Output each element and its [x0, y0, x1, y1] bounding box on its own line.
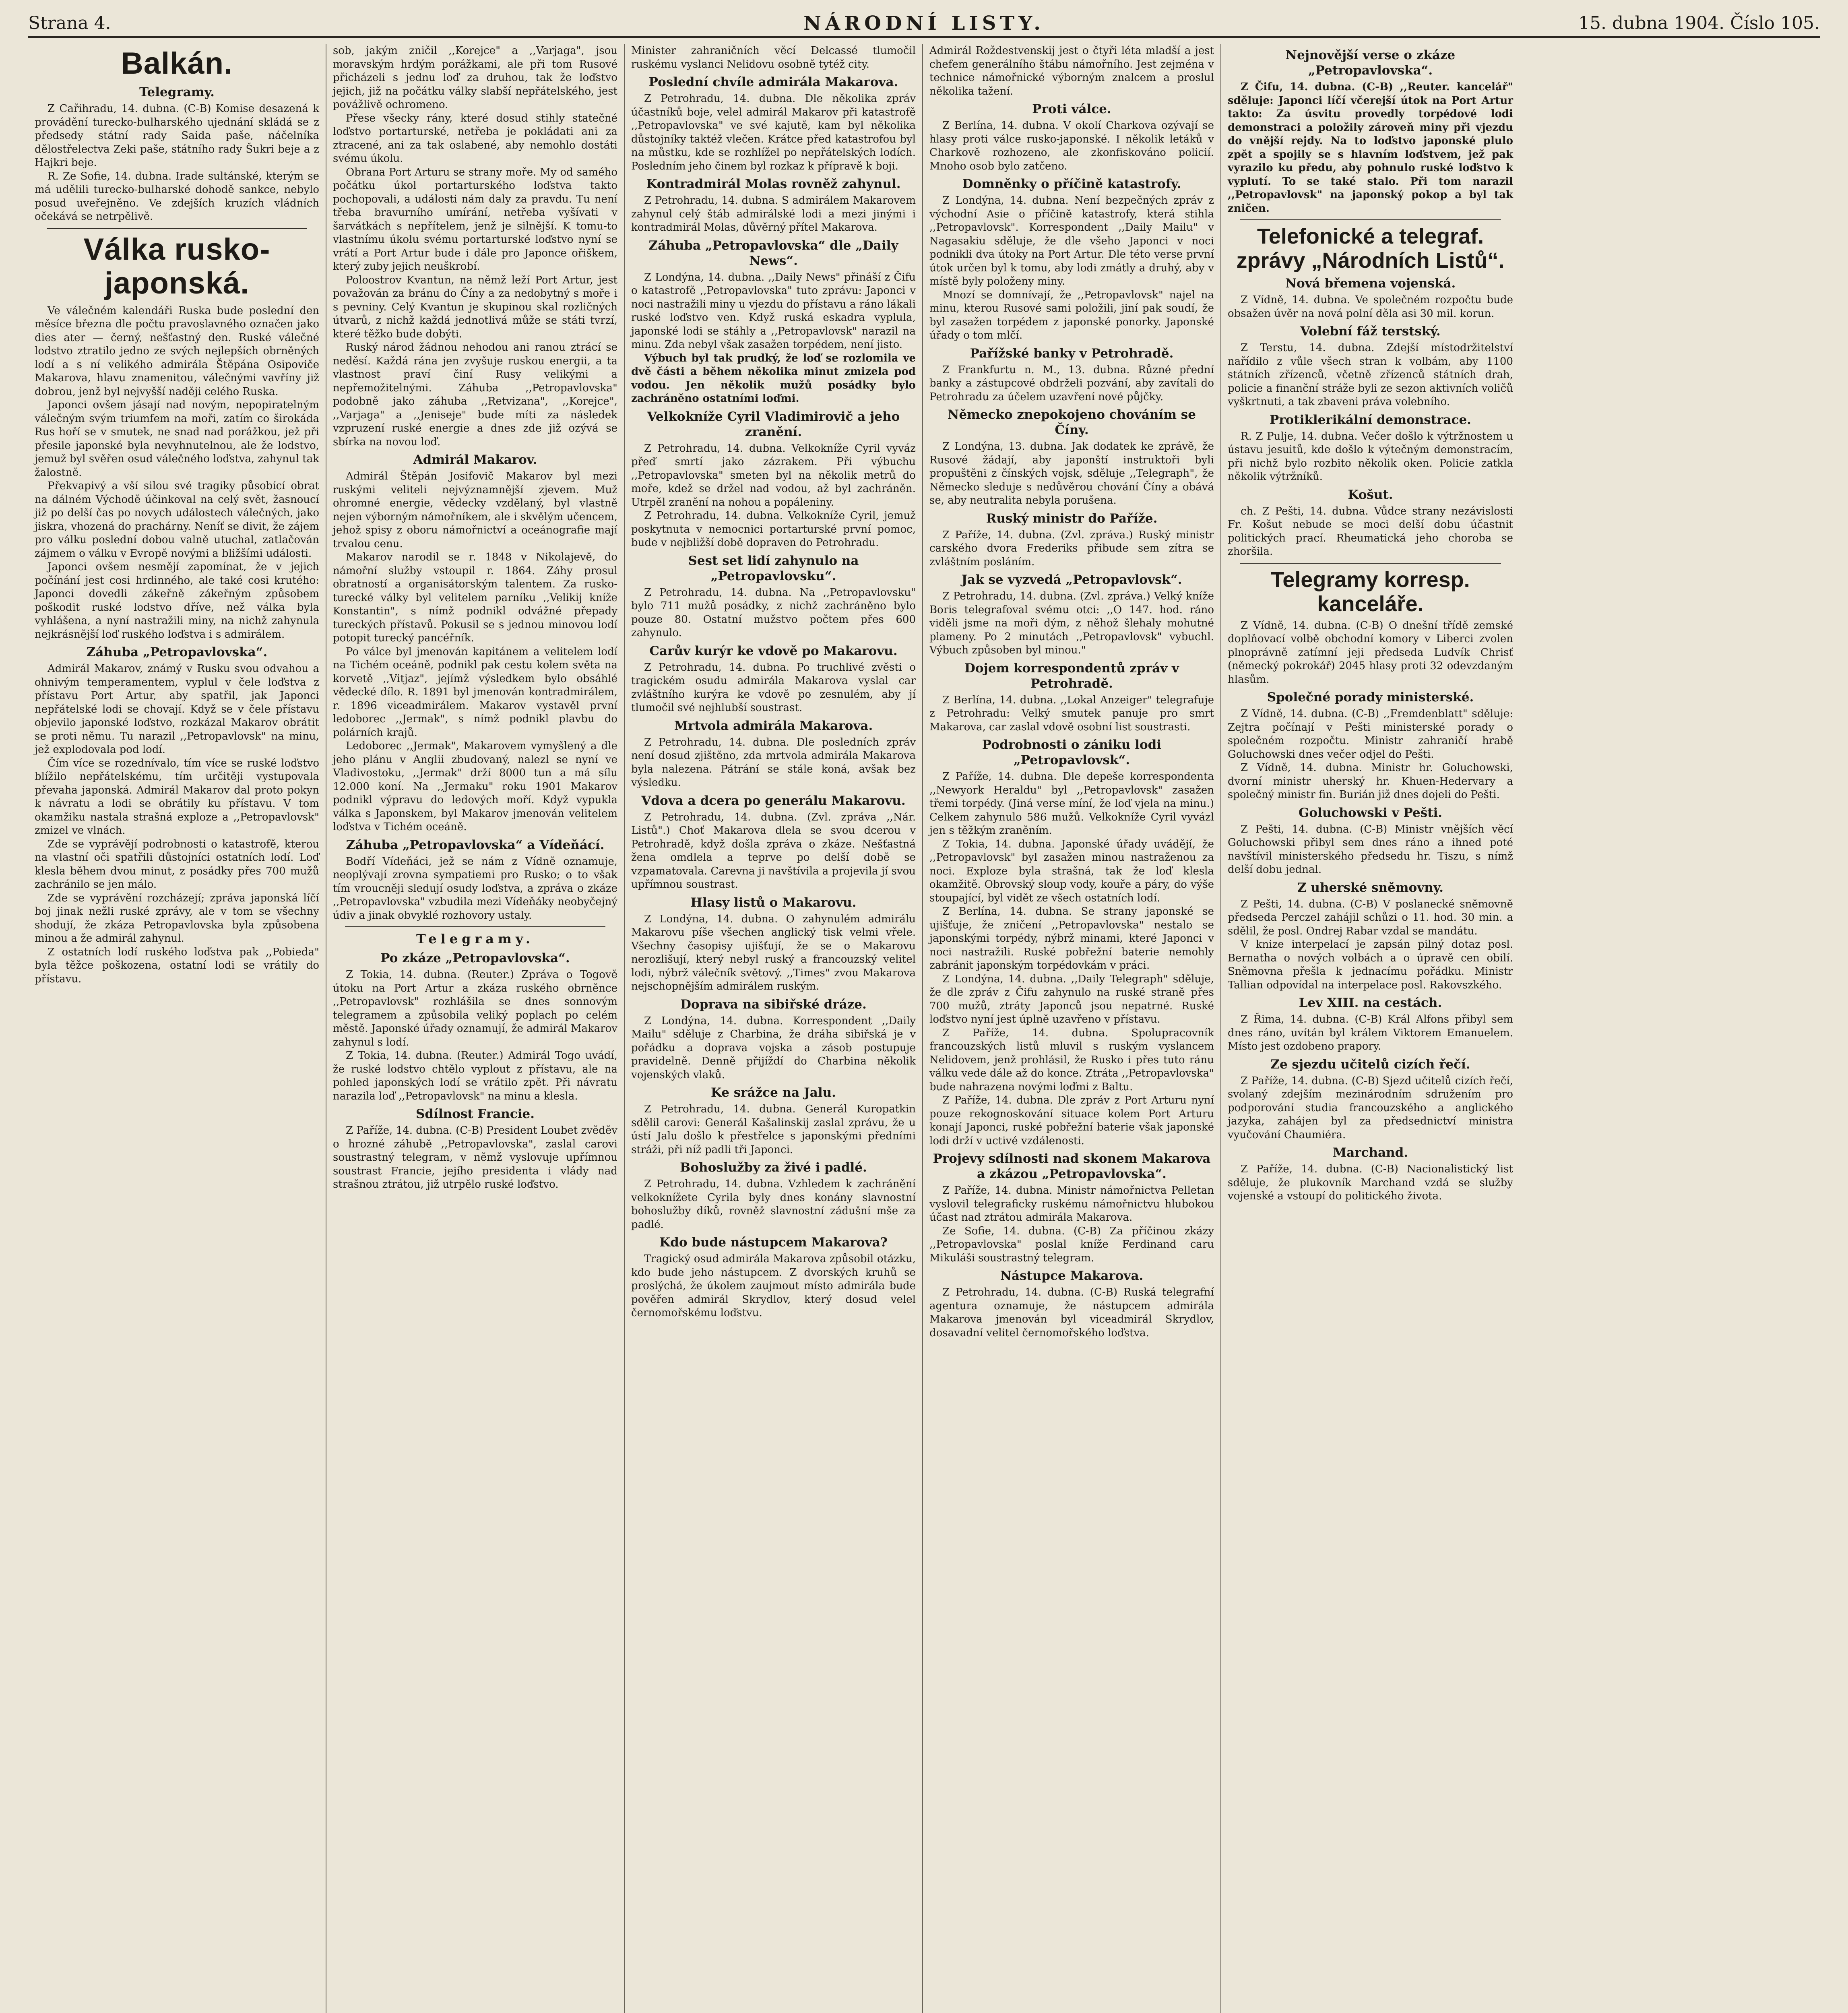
- column-3: [625, 44, 923, 2013]
- paragraph: Čím více se rozednívalo, tím více se ruské loďstvo blížilo nepřátelskému, tím určitěji vystupovala převaha japonská. Admirál Makarov dal proto pokyn k návratu a lodi se obrátily ku přístavu. V tom okamžiku nastala strašná exploze a ,,Petropavlovsk" zmizel ve vlnách.: [35, 757, 319, 837]
- paragraph: Z Petrohradu, 14. dubna. (C-B) Ruská telegrafní agentura oznamuje, že nástupcem admirála Makarova jmenován byl viceadmirál Skrydlov, dosavadní velitel černomořského loďstva.: [929, 1286, 1214, 1339]
- paragraph: Z Paříže, 14. dubna. (Zvl. zpráva.) Ruský ministr carského dvora Frederiks přibude sem zítra se zvláštním posláním.: [929, 529, 1214, 568]
- subheading: Domněnky o příčině katastrofy.: [962, 177, 1181, 191]
- paragraph: Z Vídně, 14. dubna. (C-B) ,,Fremdenblatt" sděluje: Zejtra počínají v Pešti ministerské porady o společném rozpočtu. Ministr zahraničí hrabě Goluchowski dnes večer odjel do Pešti.: [1228, 708, 1513, 761]
- paragraph: Z Berlína, 14. dubna. Se strany japonské se ujišťuje, že zničení ,,Petropavlovska" nestalo se japonskými torpédy, nýbrž minami, které Japonci v noci nastražili. Ruské pobřežní baterie nemohly zabránit japonským torpédovkám v práci.: [929, 905, 1214, 971]
- paragraph: Z Cařihradu, 14. dubna. (C-B) Komise desazená k provádění turecko-bulharského ujednání skládá se z předsedy státní rady Saida paše, náčelníka dělostřelectva Zeki paše, státního rady Šukri beje a z Hajkri beje.: [35, 103, 319, 169]
- paragraph: Z Petrohradu, 14. dubna. (Zvl. zpráva ,,Nár. Listů".) Choť Makarova dlela se svou dcerou v Petrohradě, když došla zpráva o zkáze. Nešťastná žena omdlela a teprve po delší době se vzpamatovala. Carevna ji navštívila a projevila jí svou upřímnou soustrast.: [631, 811, 916, 891]
- subheading: Záhuba „Petropavlovska“ dle „Daily News“.: [648, 238, 898, 268]
- paragraph: Z Pešti, 14. dubna. (C-B) Ministr vnějších věcí Goluchowski přibyl sem dnes ráno a ihned poté navštívil ministerského předsedu hr. Tiszu, s nímž delší dobu jednal.: [1228, 823, 1513, 876]
- paragraph: Z Paříže, 14. dubna. (C-B) President Loubet zvěděv o hrozné záhubě ,,Petropavlovska", zaslal carovi soustrastný telegram, v němž vyslovuje upřímnou soustrast Francie, jejího presidenta i vlády nad strašnou ztrátou, již utrpělo ruské loďstvo.: [333, 1124, 617, 1190]
- heading-balkan: Balkán.: [121, 46, 233, 81]
- paragraph: Zde se vyprávění rozcházejí; zpráva japonská líčí boj jinak nežli ruské zprávy, ale v tom se všechny shodují, že zkáza Petropavlovska byla způsobena minou a že admirál zahynul.: [35, 892, 319, 944]
- paragraph: Z Petrohradu, 14. dubna. S admirálem Makarovem zahynul celý štáb admirálské lodi a mezi jinými i kontradmirál Molas, důvěrný přítel Makarova.: [631, 194, 916, 234]
- paragraph: Ledoborec ,,Jermak", Makarovem vymyšlený a dle jeho plánu v Anglii zbudovaný, nalezl se nyní ve Vladivostoku, ,,Jermak" drží 8000 tun a má sílu 12.000 koní. Na ,,Jermaku" roku 1901 Makarov podnikl výpravu do ledových moří. Když vypukla válka s Japonskem, byl Makarov jmenován velitelem loďstva v Tichém oceáně.: [333, 740, 617, 833]
- paragraph: Z Petrohradu, 14. dubna. Generál Kuropatkin sdělil carovi: Generál Kašalinskij zaslal zprávu, že u ústí Jalu došlo k přestřelce s japonskými předními stráži, při níž padli tři Japonci.: [631, 1103, 916, 1156]
- paragraph: Překvapivý a vší silou své tragiky působící obrat na dálném Východě účinkoval na celý svět, žasnoucí již po delší čas po novych událostech válečných, jako jiskra, vhozená do prachárny. Neníť se divit, že zájem pro válku poslední dobou valně utuchal, zatlačován zájmem o válku v Evropě novými a bližšími události.: [35, 480, 319, 560]
- subheading: Ke srážce na Jalu.: [711, 1085, 836, 1100]
- paragraph: ch. Z Pešti, 14. dubna. Vůdce strany nezávislosti Fr. Košut nebude se moci delší dobu účastnit politických prací. Rheumatická jeho choroba se zhoršila.: [1228, 505, 1513, 558]
- paragraph: Admirál Roždestvenskij jest o čtyři léta mladší a jest chefem generálního štábu námořního. Jest zejména v technice námořnické výborným znalcem a proslul několika tažení.: [929, 45, 1214, 97]
- heading-telegramy: Telegramy.: [416, 931, 534, 947]
- subheading: Mrtvola admirála Makarova.: [674, 718, 873, 733]
- paragraph: Z Čifu, 14. dubna. (C-B) ,,Reuter. kancelář" sděluje: Japonci líčí včerejší útok na Port Artur takto: Za úsvitu provedly torpédové lodi demonstraci a položily zároveň miny při vjezdu do vnější rejdy. Na to loďstvo japonské plulo zpět a spojily se s hlavním loďstvem, jež pak vyrazilo ku předu, aby pohnulo ruské loďstvo k vyplutí. To se také stalo. Při tom narazil ,,Petropavlovsk" na japonský pokop a byl tak zničen.: [1228, 81, 1513, 215]
- paragraph: Ve válečném kalendáři Ruska bude poslední den měsíce března dle počtu pravoslavného označen jako dies ater — černý, nešťastný den. Ruské válečné lodstvo ztratilo jedno ze svých nejlepších obrněných lodí a s ní velikého admirála Štěpána Osipoviče Makarova, hlavu znamenitou, válečnými vavříny již dobrou, jenž byl nejvyšší naději celého Ruska.: [35, 304, 319, 398]
- subheading: Německo znepokojeno chováním se Číny.: [947, 407, 1196, 437]
- paragraph: Z Řima, 14. dubna. (C-B) Král Alfons přibyl sem dnes ráno, uvítán byl králem Viktorem Emanuelem. Místo jest ozdobeno prapory.: [1228, 1013, 1513, 1052]
- paragraph: Z Vídně, 14. dubna. Ministr hr. Goluchowski, dvorní ministr uherský hr. Khuen-Hedervary a společný ministr fin. Burián již dnes dojeli do Pešti.: [1228, 762, 1513, 801]
- paragraph: Z Vídně, 14. dubna. Ve společném rozpočtu bude obsažen úvěr na nová polní děla asi 30 mil. korun.: [1228, 294, 1513, 320]
- subheading: Kontradmirál Molas rovněž zahynul.: [646, 177, 901, 191]
- paragraph: Z Londýna, 14. dubna. ,,Daily Telegraph" sděluje, že dle zpráv z Čifu zahynulo na ruské straně přes 700 mužů, ztráty Japonců jsou nepatrné. Ruské loďstvo nyní jest úplně uzavřeno v přístavu.: [929, 973, 1214, 1025]
- subheading: Doprava na sibiřské dráze.: [680, 997, 867, 1012]
- subheading: Společné porady ministerské.: [1267, 690, 1474, 705]
- subheading: Protiklerikální demonstrace.: [1270, 412, 1471, 427]
- paragraph: Z Londýna, 14. dubna. Není bezpečných zpráv z východní Asie o příčině katastrofy, která stihla ,,Petropavlovsk". Korrespondent ,,Daily Mailu" v Nagasakiu sděluje, že dle všeho Japonci v noci podnikli dva útoky na Port Artur. Dle této verse první útok určen byl k tomu, aby lodi zmátly a druhý, aby v místě byly položeny miny.: [929, 194, 1214, 287]
- subheading-zahuba: Záhuba „Petropavlovska“.: [86, 645, 268, 659]
- paragraph: Bodří Vídeňáci, jež se nám z Vídně oznamuje, neoplývají zrovna sympatiemi pro Rusko; o to však tím vroucněji sledují osudy loďstva, a zpráva o zkáze ,,Petropavlovska" vzbudila mezi Vídeňáky neobyčejný údiv a jinak obvyklé rozhovory ustaly.: [333, 855, 617, 922]
- paragraph: Z Petrohradu, 14. dubna. Dle posledních zpráv není dosud zjištěno, zda mrtvola admirála Makarova byla nalezena. Pátrání se stále koná, avšak bez výsledku.: [631, 736, 916, 789]
- paragraph: Z Paříže, 14. dubna. Dle zpráv z Port Arturu nyní pouze rekognoskování situace kolem Port Arturu konají Japonci, ruské pobřežní baterie však japonské lodi drží v uctivé vzdálenosti.: [929, 1094, 1214, 1147]
- paragraph: Obrana Port Arturu se strany moře. My od samého počátku úkol portarturského loďstva takto pochopovali, a události nám daly za pravdu. Tu není třeba bravurního umírání, netřeba vyšívati v šarvátkách s nepřítelem, jenž je silnější. K tomu-to vlastnímu úkolu svému portarturské loďstvo nyní se vrátí a Port Artur bude i dále pro Japonce ořiškem, který zuby jejich neuškrobí.: [333, 166, 617, 273]
- paragraph: Mnozí se domnívají, že ,,Petropavlovsk" najel na minu, kterou Rusové sami položili, jiní pak soudí, že byl zasažen torpédem z japonské ponorky. Japonské úřady o tom mlčí.: [929, 289, 1214, 341]
- paragraph: Admirál Štěpán Josifovič Makarov byl mezi ruskými veliteli nejvýznamnější zjevem. Muž ohromné energie, vědecky vzdělaný, byl vlastně nejen výborným námořníkem, ale i skvělým učencem, jehož spisy z oboru námořnictví a oceánografie mají trvalou cenu.: [333, 470, 617, 550]
- paragraph: Minister zahraničních věcí Delcassé tlumočil ruskému vyslanci Nelidovu osobně tytéž city.: [631, 45, 916, 70]
- subheading: Velkokníže Cyril Vladimirovič a jeho zranění.: [647, 409, 900, 439]
- paragraph: Po válce byl jmenován kapitánem a velitelem lodí na Tichém oceáně, podnikl pak cestu kolem světa na korvetě ,,Vitjaz", jejímž výsledkem bylo obsáhlé vědecké dílo. R. 1891 byl jmenován kontradmirálem, r. 1896 viceadmirálem. Makarov vystavěl první ledoborec ,,Jermak", s nímž podnikl plavbu do polárních krajů.: [333, 645, 617, 739]
- paragraph: Ruský národ žádnou nehodou ani ranou ztrácí se neděsí. Každá rána jen zvyšuje ruskou energii, a ta vlastnost praví činí Rusy velikými a nepřemožitelnými. Záhuba ,,Petropavlovska" podobně jako záhuba ,,Retvizana", ,,Korejce", ,,Varjaga" a ,,Jeniseje" bude míti za následek vzpruzení ruské energie a dnes zde již ozývá se sbírka na novou loď.: [333, 341, 617, 448]
- subheading: Hlasy listů o Makarovu.: [690, 895, 857, 910]
- column-5: [1221, 44, 1520, 2013]
- page-number: Strana 4.: [28, 13, 111, 33]
- column-1: [28, 44, 326, 2013]
- subheading: Marchand.: [1332, 1145, 1408, 1160]
- paragraph: Výbuch byl tak prudký, že loď se rozlomila ve dvě části a během několika minut zmizela pod vodou. Jen několik mužů posádky bylo zachráněno ostatními loďmi.: [631, 352, 916, 405]
- subheading: Košut.: [1348, 487, 1393, 502]
- paragraph: Ze Sofie, 14. dubna. (C-B) Za příčinou zkázy ,,Petropavlovska" poslal kníže Ferdinand caru Mikuláši soustrastný telegram.: [929, 1225, 1214, 1264]
- divider: [1240, 563, 1501, 564]
- column-4: [923, 44, 1221, 2013]
- paragraph: R. Ze Sofie, 14. dubna. Irade sultánské, kterým se má udělili turecko-bulharské dohodě sankce, nebylo posud uveřejněno. Ve zdejších kruzích vládních očekává se netrpělivě.: [35, 170, 319, 223]
- subheading: Ruský ministr do Paříže.: [986, 511, 1158, 526]
- subheading: Goluchowski v Pešti.: [1298, 805, 1443, 820]
- subheading-po-zkaze: Po zkáze „Petropavlovska“.: [380, 951, 570, 965]
- paragraph: Tragický osud admirála Makarova způsobil otázku, kdo bude jeho nástupcem. Z dvorských kruhů se proslýchá, že úkolem zaujmout místo admirála bude pověřen admirál Skrydlov, který dosud velel černomořskému loďstvu.: [631, 1253, 916, 1319]
- paragraph: Z Paříže, 14. dubna. Spolupracovník francouzských listů mluvil s ruským vyslancem Nelidovem, jenž prohlásil, že Rusko i přes tuto ránu válku vede dále až do konce. Ztráta ,,Petropavlovska" bude nahrazena novými loďmi z Baltu.: [929, 1027, 1214, 1093]
- paragraph: Z Paříže, 14. dubna. (C-B) Nacionalistický list sděluje, že plukovník Marchand vzdá se služby vojenské a vstoupí do politického života.: [1228, 1163, 1513, 1202]
- subheading: Nástupce Makarova.: [1000, 1269, 1144, 1283]
- subheading: Z uherské sněmovny.: [1297, 880, 1443, 895]
- heading-korresp-kancelare: Telegramy korresp. kanceláře.: [1271, 567, 1470, 616]
- paragraph: Z Berlína, 14. dubna. V okolí Charkova ozývají se hlasy proti válce rusko-japonské. I několik letáků v Charkově rozhozeno, ale zkonfiskováno policií. Mnoho osob bylo zatčeno.: [929, 120, 1214, 172]
- column-2: [326, 44, 625, 2013]
- subheading: Sest set lidí zahynulo na „Petropavlovsku“.: [688, 553, 859, 583]
- paragraph: Přese všecky rány, které dosud stihly statečné loďstvo portarturské, netřeba je pokládati ani za ztracené, ani za tak oslabené, aby nemohlo dostáti svému úkolu.: [333, 112, 617, 165]
- paragraph: Z Londýna, 13. dubna. Jak dodatek ke zprávě, že Rusové žádají, aby japonští instruktoři byli propuštěni z čínských vojsk, sděluje ,,Telegraph", že Německo sleduje s nedůvěrou chování Číny a obává se, aby neutralita nebyla porušena.: [929, 440, 1214, 506]
- subheading-telegramy: Telegramy.: [139, 85, 215, 99]
- paragraph: Z Petrohradu, 14. dubna. Vzhledem k zachránění velkoknížete Cyrila byly dnes konány slavnostní bohoslužby díků, rovněž slavnostní zádušní mše za padlé.: [631, 1178, 916, 1231]
- subheading-vidnaci: Záhuba „Petropavlovska“ a Vídeňácí.: [346, 837, 605, 852]
- divider: [47, 228, 307, 229]
- subheading: Pařížské banky v Petrohradě.: [970, 346, 1174, 361]
- paragraph: Z Pešti, 14. dubna. (C-B) V poslanecké sněmovně předseda Perczel zahájil schůzi o 11. hod. 30 min. a sdělil, že posl. Ondrej Rabar vzdal se mandátu.: [1228, 898, 1513, 937]
- heading-valka: Válka rusko-japonská.: [83, 232, 270, 300]
- divider: [1240, 219, 1501, 220]
- paragraph: Z Tokia, 14. dubna. (Reuter.) Admirál Togo uvádí, že ruské lodstvo chtělo vyplout z přístavu, ale na pohled japonských lodí se vrátilo zpět. Při návratu narazila loď ,,Petropavlovsk" na minu a klesla.: [333, 1050, 617, 1102]
- divider: [345, 926, 605, 927]
- paragraph: Z Paříže, 14. dubna. Ministr námořnictva Pelletan vyslovil telegraficky ruskému námořnictvu hlubokou účast nad ztrátou admirála Makarova.: [929, 1184, 1214, 1224]
- subheading: Nejnovější verse o zkáze „Petropavlovska“.: [1285, 48, 1456, 78]
- issue-date: 15. dubna 1904. Číslo 105.: [1578, 13, 1820, 33]
- subheading: Ze sjezdu učitelů cizích řečí.: [1270, 1057, 1470, 1072]
- subheading: Lev XIII. na cestách.: [1299, 996, 1442, 1010]
- paragraph: Z Petrohradu, 14. dubna. Velkokníže Cyril, jemuž poskytnuta v nemocnici portarturské první pomoc, bude v nejbližší době dopraven do Petrohradu.: [631, 510, 916, 549]
- paragraph: Z Londýna, 14. dubna. Korrespondent ,,Daily Mailu" sděluje z Charbina, že dráha sibiřská je v pořádku a doprava vojska a zásob postupuje pravidelně. Denně přijíždí do Charbina několik vojenských vlaků.: [631, 1015, 916, 1081]
- paragraph: Poloostrov Kvantun, na němž leží Port Artur, jest považován za bránu do Číny a za nedobytný s moře i s pevniny. Celý Kvantun je skupinou skal rozličných útvarů, z nichž každá jednotlivá může se státi tvrzí, které těžko bude dobýti.: [333, 274, 617, 340]
- heading-telefonicke-zpravy: Telefonické a telegraf. zprávy „Národních Listů“.: [1236, 224, 1505, 273]
- paragraph: Z Petrohradu, 14. dubna. Na ,,Petropavlovsku" bylo 711 mužů posádky, z nichž zachráněno bylo pouze 80. Ostatní mužstvo počtem přes 600 zahynulo.: [631, 586, 916, 639]
- paragraph: Japonci ovšem jásají nad novým, nepopiratelným válečným svým triumfem na moři, zatím co širokáda Rus hoří se v smutek, ne snad nad porážkou, jež při přesile japonské byla nevyhnutelnou, ale že lodstvo, jemuž byl svěřen osud válečného loďstva, zahynul tak žalostně.: [35, 399, 319, 479]
- paragraph: Z Petrohradu, 14. dubna. Dle několika zpráv účastníků boje, velel admirál Makarov při katastrofě ,,Petropavlovska" ve své kajutě, kam byl několika důstojníky taktéž vlečen. Krátce před katastrofou byl na můstku, kde se rozhlížel po nepřátelských lodích. Posledním jeho činem byl rozkaz k přípravě k boji.: [631, 93, 916, 172]
- subheading: Jak se vyzvedá „Petropavlovsk“.: [961, 572, 1182, 587]
- paragraph: sob, jakým zničil ,,Korejce" a ,,Varjaga", jsou moravským hrdým porážkami, ale při tom Rusové přicházeli s jednu loď za druhou, tak že loďstvo jejich, již na počátku války slabší nepřátelského, jest povážlivě ochromeno.: [333, 45, 617, 111]
- paragraph: Z Berlína, 14. dubna. ,,Lokal Anzeiger" telegrafuje z Petrohradu: Velký smutek panuje pro smrt Makarova, car zaslal vdově osobní list soustrasti.: [929, 694, 1214, 733]
- paragraph: Z Paříže, 14. dubna. (C-B) Sjezd učitelů cizích řečí, svolaný zdejším mezinárodním sdružením pro podporování studia francouzského a anglického jazyka, zahájen byl za předsednictví ministra vyučování Chaumiéra.: [1228, 1075, 1513, 1141]
- paragraph: Z Tokia, 14. dubna. Japonské úřady uvádějí, že ,,Petropavlovsk" byl zasažen minou nastraženou za noci. Exploze byla strašná, tak že loď klesla okamžitě. Obrovský sloup vody, kouře a páry, do výše stoupající, byl vidět ze všech ostatních lodí.: [929, 838, 1214, 904]
- subheading: Dojem korrespondentů zpráv v Petrohradě.: [964, 661, 1179, 691]
- paragraph: Z Petrohradu, 14. dubna. (Zvl. zpráva.) Velký kníže Boris telegrafoval svému otci: ,,O 147. hod. ráno viděli jsme na moři dým, z něhož šlehaly mohutné plameny. Po 2 minutách ,,Petropavlovsk" vybuchl. Výbuch způsoben byl minou.": [929, 590, 1214, 656]
- subheading-francie: Sdílnost Francie.: [416, 1107, 535, 1121]
- paragraph: Admirál Makarov, známý v Rusku svou odvahou a ohnivým temperamentem, vyplul v čele loďstva z přístavu Port Artur, aby spatřil, jak Japonci nepřátelské lodi se chovají. Když se v čele přístavu objevilo japonské loďstvo, rozkázal Makarov obrátit se proti němu. Tu narazil ,,Petropavlovsk" na minu, jež explodovala pod lodí.: [35, 663, 319, 756]
- paragraph: Z Londýna, 14. dubna. ,,Daily News" přináší z Čifu o katastrofě ,,Petropavlovska" tuto zprávu: Japonci v noci nastražili miny u vjezdu do přístavu a ráno lákali ruské loďstvo ven. Když ruská eskadra vyplula, japonské lodi se stáhly a ,,Petropavlovsk" narazil na minu. Zda nebyl však zasažen torpédem, není jisto.: [631, 271, 916, 351]
- paragraph: R. Z Pulje, 14. dubna. Večer došlo k výtržnostem u ústavu jesuitů, kde došlo k výtečným demonstracím, při nichž bylo rozbito několik oken. Policie zatkla několik výtržníků.: [1228, 430, 1513, 483]
- article-columns: [28, 44, 1820, 2013]
- subheading: Podrobnosti o zániku lodi „Petropavlovsk“.: [982, 738, 1162, 767]
- subheading: Volební fáž terstský.: [1300, 324, 1441, 339]
- paragraph: Z Paříže, 14. dubna. Dle depeše korrespondenta ,,Newyork Heraldu" byl ,,Petropavlovsk" zasažen třemi torpédy. (Jiná verse míní, že loď vjela na minu.) Celkem zahynulo 586 mužů. Velkokníže Cyril vyvázl jen s těžkým zraněním.: [929, 771, 1214, 837]
- subheading-makarov: Admirál Makarov.: [413, 453, 537, 467]
- subheading: Proti válce.: [1032, 102, 1111, 116]
- paragraph: Z ostatních lodí ruského loďstva pak ,,Pobieda" byla těžce poškozena, ostatní lodi se vrátily do přístavu.: [35, 946, 319, 985]
- subheading: Bohoslužby za živé i padlé.: [680, 1160, 867, 1175]
- subheading: Kdo bude nástupcem Makarova?: [659, 1235, 888, 1250]
- subheading: Carův kurýr ke vdově po Makarovu.: [649, 643, 898, 658]
- subheading: Nová břemena vojenská.: [1285, 276, 1456, 291]
- paragraph: Z Petrohradu, 14. dubna. Po truchlivé zvěsti o tragickém osudu admirála Makarova vyslal car zvláštního kurýra ke vdově po zesnulém, aby jí tlumočil své nejhlubší soustrast.: [631, 661, 916, 714]
- paragraph: Z Petrohradu, 14. dubna. Velkokníže Cyril vyváz přeď smrtí jako zázrakem. Při výbuchu ,,Petropavlovska" smeten byl na několik metrů do moře, kdež se držel nad vodou, až byl zachráněn. Utrpěl zranění na nohou a popáleniny.: [631, 442, 916, 508]
- paragraph: Makarov narodil se r. 1848 v Nikolajevě, do námořní služby vstoupil r. 1864. Záhy prosul obratností a organisátorským talentem. Za rusko-turecké války byl velitelem parníku ,,Velikij kníže Konstantin", s nímž podnikl odvážné přepady tureckých přístavů. Pokusil se s jednou minovou lodí potopit turecký pancéřník.: [333, 551, 617, 644]
- paragraph: Z Tokia, 14. dubna. (Reuter.) Zpráva o Togově útoku na Port Artur a zkáza ruského obrněnce ,,Petropavlovsk" rozhlášila se dnes sonnovým telegramem a způsobila veliký poplach po celém městě. Japonské úřady oznamují, že admirál Makarov zahynul s lodí.: [333, 969, 617, 1048]
- paragraph: Z Frankfurtu n. M., 13. dubna. Různé přední banky a zástupcové obdrželi pozvání, aby zavítali do Petrohradu za účelem uzavření nové půjčky.: [929, 364, 1214, 403]
- subheading: Vdova a dcera po generálu Makarovu.: [641, 793, 906, 808]
- paragraph: Zde se vyprávějí podrobnosti o katastrofě, kterou na vlastní oči spatřili důstojníci ostatních lodí. Loď klesla během dvou minut, z posádky přes 700 mužů zachránilo se jen málo.: [35, 838, 319, 891]
- paragraph: Z Londýna, 14. dubna. O zahynulém admirálu Makarovu píše všechen anglický tisk velmi vřele. Všechny časopisy ujišťují, že se o Makarovu nerozlišují, který nebyl ruský a francouzský velitel lodi, nýbrž válečník světový. ,,Times" zvou Makarova nejschopnějším admirálem ruským.: [631, 913, 916, 992]
- paragraph: Z Vídně, 14. dubna. (C-B) O dnešní třídě zemské doplňovací volbě obchodní komory v Liberci zvolen plnoprávně zatímní jeji předseda Ludvík Chrisť (německý pokrokář) 2045 hlasy proti 32 odevzdaným hlasům.: [1228, 619, 1513, 686]
- paragraph: Japonci ovšem nesmějí zapomínat, že v jejich počínání jest cosi hrdinného, ale také cosi krutého: Japonci dovedli zákeřně zákeřným způsobem poškodit ruské lodstvo dříve, než válka byla vyhlášena, a nyní nastražili miny, na nichž zahynula nejkrásnější loď ruského loďstva i s admirálem.: [35, 561, 319, 641]
- paragraph: V knize interpelací je zapsán pilný dotaz posl. Bernatha o nových volbách a o úpravě cen obilí. Sněmovna přešla k jednacímu pořádku. Ministr Tallian odpovídal na interpelace posl. Rakovszkého.: [1228, 938, 1513, 991]
- paragraph: Z Terstu, 14. dubna. Zdejší místodržitelství nařídilo z vůle všech stran k volbám, aby 1100 státních zřízenců, včetně zřízenců státních drah, policie a finanční stráže byli ze sezon aktivních voličů vyškrtnuti, a tak zbaveni práva volebního.: [1228, 342, 1513, 408]
- subheading: Poslední chvíle admirála Makarova.: [648, 75, 898, 89]
- newspaper-title: NÁRODNÍ LISTY.: [803, 12, 1045, 35]
- masthead: [28, 13, 1820, 38]
- subheading: Projevy sdílnosti nad skonem Makarova a zkázou „Petropavlovska“.: [933, 1151, 1211, 1181]
